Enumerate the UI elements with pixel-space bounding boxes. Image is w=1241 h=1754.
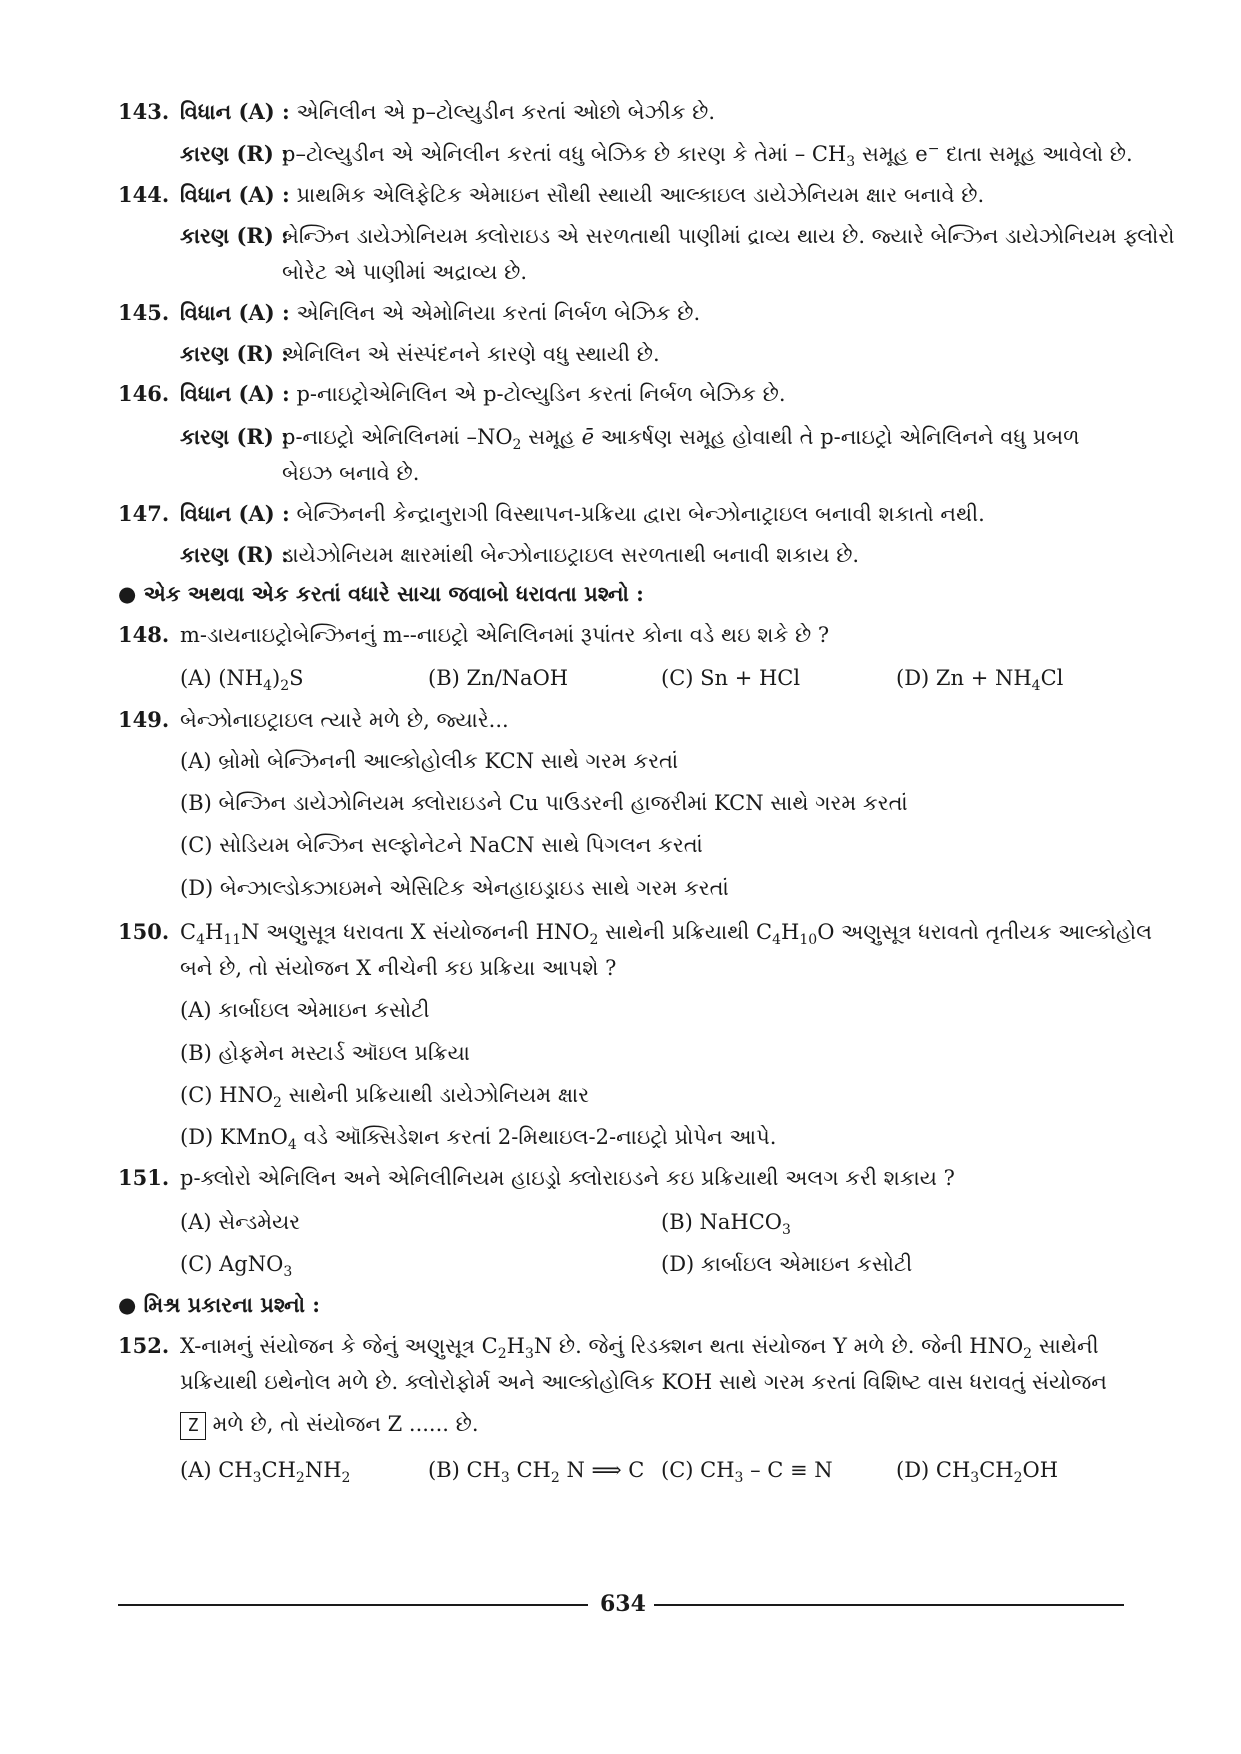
option-c: (C) Sn + HCl <box>661 666 801 690</box>
footer-rule-left <box>118 1604 588 1606</box>
question-number: 143. <box>118 99 170 124</box>
option-a: (A) કાર્બાઇલ એમાઇન કસોટી <box>180 998 430 1022</box>
reason-text: બેન્ઝિન ડાયેઝોનિયમ ક્લોરાઇડ એ સરળતાથી પાણીમાં દ્રાવ્ય થાય છે. જ્યારે બેન્ઝિન ડાયેઝોનિયમ ફ્લોરો <box>282 224 1175 248</box>
footer-rule-right <box>654 1604 1124 1606</box>
option-b: (B) હોફમેન મસ્ટાર્ડ ઑઇલ પ્રક્રિયા <box>180 1041 470 1065</box>
question-number: 151. <box>118 1165 170 1190</box>
section-heading-multiple-correct: ● એક અથવા એક કરતાં વધારે સાચા જવાબો ધરાવતા પ્રશ્નો : <box>118 581 644 606</box>
question-text-cont: પ્રક્રિયાથી ઇથેનોલ મળે છે. ક્લોરોફોર્મ અને આલ્કોહોલિક KOH સાથે ગરમ કરતાં વિશિષ્ટ વાસ ધરાવતું સંયોજન <box>180 1370 1107 1394</box>
assertion-line: વિધાન (A) : પ્રાથમિક એલિફેટિક એમાઇન સૌથી સ્થાયી આલ્કાઇલ ડાયેઝેનિયમ ક્ષાર બનાવે છે. <box>180 182 985 207</box>
option-d: (D) $Zn + NH_4Cl$ <box>896 666 1064 694</box>
question-text: m-ડાયનાઇટ્રોબેન્ઝિનનું m--નાઇટ્રો એનિલિનમાં રૂપાંતર કોના વડે થઇ શકે છે ? <box>180 623 830 647</box>
assertion-line: વિધાન (A) : એનિલીન એ p–ટોલ્યુડીન કરતાં ઓછો બેઝીક છે. <box>180 99 716 124</box>
reason-label: કારણ (R) : <box>180 424 289 449</box>
assertion-line: વિધાન (A) : એનિલિન એ એમોનિયા કરતાં નિર્બળ બેઝિક છે. <box>180 300 701 325</box>
triple-bond-arrow: ⟹ <box>591 1458 622 1482</box>
option-d: (D) KMnO$_4$ વડે ઑક્સિડેશન કરતાં 2-મિથાઇલ-2-નાઇટ્રો પ્રોપેન આપે. <box>180 1125 777 1153</box>
question-text: X-નામનું સંયોજન કે જેનું અણુસૂત્ર $C_2H_3N$ છે. જેનું રિડક્શન થતા સંયોજન Y મળે છે. જેની $HNO_2$ સાથેની <box>180 1334 1099 1362</box>
option-b: (B) બેન્ઝિન ડાયેઝોનિયમ ક્લોરાઇડને Cu પાઉડરની હાજરીમાં KCN સાથે ગરમ કરતાં <box>180 791 908 815</box>
question-number: 152. <box>118 1333 170 1358</box>
option-b: (B) $CH_3$ $CH_2$ N ⟹ C <box>428 1458 645 1486</box>
question-text-cont2: Z મળે છે, તો સંયોજન Z ...... છે. <box>180 1410 479 1440</box>
option-c: (C) સોડિયમ બેન્ઝિન સલ્ફોનેટને NaCN સાથે પિગલન કરતાં <box>180 833 703 857</box>
question-text: p-ક્લોરો એનિલિન અને એનિલીનિયમ હાઇડ્રો ક્લોરાઇડને કઇ પ્રક્રિયાથી અલગ કરી શકાય ? <box>180 1166 955 1190</box>
question-number: 147. <box>118 501 170 526</box>
reason-text: ડાયેઝોનિયમ ક્ષારમાંથી બેન્ઝોનાઇટ્રાઇલ સરળતાથી બનાવી શકાય છે. <box>282 543 860 567</box>
option-d: (D) બેન્ઝાલ્ડોક્ઝાઇમને એસિટિક એનહાઇડ્રાઇડ સાથે ગરમ કરતાં <box>180 876 729 900</box>
section-heading-mixed: ● મિશ્ર પ્રકારના પ્રશ્નો : <box>118 1292 321 1317</box>
reason-text: p–ટોલ્યુડીન એ એનિલીન કરતાં વધુ બેઝિક છે કારણ કે તેમાં – $CH_3$ સમૂહ e− દાતા સમૂહ આવેલો છે. <box>282 141 1133 170</box>
reason-text: p-નાઇટ્રો એનિલિનમાં $-NO_2$ સમૂહ ē આકર્ષણ સમૂહ હોવાથી તે p-નાઇટ્રો એનિલિનને વધુ પ્રબળ <box>282 425 1080 453</box>
option-a: (A) $(NH_4)_2S$ <box>180 666 304 694</box>
option-c: (C) AgNO$_3$ <box>180 1252 293 1280</box>
option-d: (D) કાર્બાઇલ એમાઇન કસોટી <box>661 1252 913 1276</box>
option-b: (B) Zn/NaOH <box>428 666 569 690</box>
reason-text-cont: બેઇઝ બનાવે છે. <box>282 461 420 485</box>
page-number: 634 <box>600 1591 646 1617</box>
option-a: (A) સેન્ડમેયર <box>180 1210 301 1234</box>
reason-label: કારણ (R) : <box>180 341 289 366</box>
boxed-z: Z <box>180 1412 206 1440</box>
assertion-line: વિધાન (A) : p-નાઇટ્રોએનિલિન એ p-ટોલ્યુડિન કરતાં નિર્બળ બેઝિક છે. <box>180 381 786 406</box>
option-a: (A) બ્રોમો બેન્ઝિનની આલ્કોહોલીક KCN સાથે ગરમ કરતાં <box>180 749 679 773</box>
question-text: $C_4H_{11}N$ અણુસૂત્ર ધરાવતા X સંયોજનની $HNO_2$ સાથેની પ્રક્રિયાથી $C_4H_{10}O$ અણુસૂત્ર ધરાવતો તૃતીયક આલ્કોહોલ <box>180 920 1153 948</box>
question-number: 150. <box>118 919 170 944</box>
question-number: 146. <box>118 381 170 406</box>
assertion-line: વિધાન (A) : બેન્ઝિનની કેન્દ્રાનુરાગી વિસ્થાપન-પ્રક્રિયા દ્વારા બેન્ઝોનાટ્રાઇલ બનાવી શકાતો નથી. <box>180 501 985 526</box>
option-b: (B) NaHCO$_3$ <box>661 1210 791 1238</box>
reason-label: કારણ (R) : <box>180 542 289 567</box>
question-number: 149. <box>118 707 170 732</box>
reason-text-cont: બોરેટ એ પાણીમાં અદ્રાવ્ય છે. <box>282 260 527 284</box>
option-c: (C) $CH_3 - C \equiv N$ <box>661 1458 833 1486</box>
question-text-cont: બને છે, તો સંયોજન X નીચેની કઇ પ્રક્રિયા આપશે ? <box>180 956 617 980</box>
option-a: (A) $CH_3CH_2NH_2$ <box>180 1458 351 1486</box>
question-number: 145. <box>118 300 170 325</box>
option-d: (D) $CH_3CH_2OH$ <box>896 1458 1059 1486</box>
reason-label: કારણ (R) : <box>180 223 289 248</box>
option-c: (C) $HNO_2$ સાથેની પ્રક્રિયાથી ડાયેઝોનિયમ ક્ષાર <box>180 1083 590 1111</box>
question-number: 144. <box>118 182 170 207</box>
reason-text: એનિલિન એ સંસ્પંદનને કારણે વધુ સ્થાયી છે. <box>282 342 660 366</box>
reason-label: કારણ (R) : <box>180 141 289 166</box>
question-number: 148. <box>118 622 170 647</box>
question-text: બેન્ઝોનાઇટ્રાઇલ ત્યારે મળે છે, જ્યારે... <box>180 708 509 732</box>
